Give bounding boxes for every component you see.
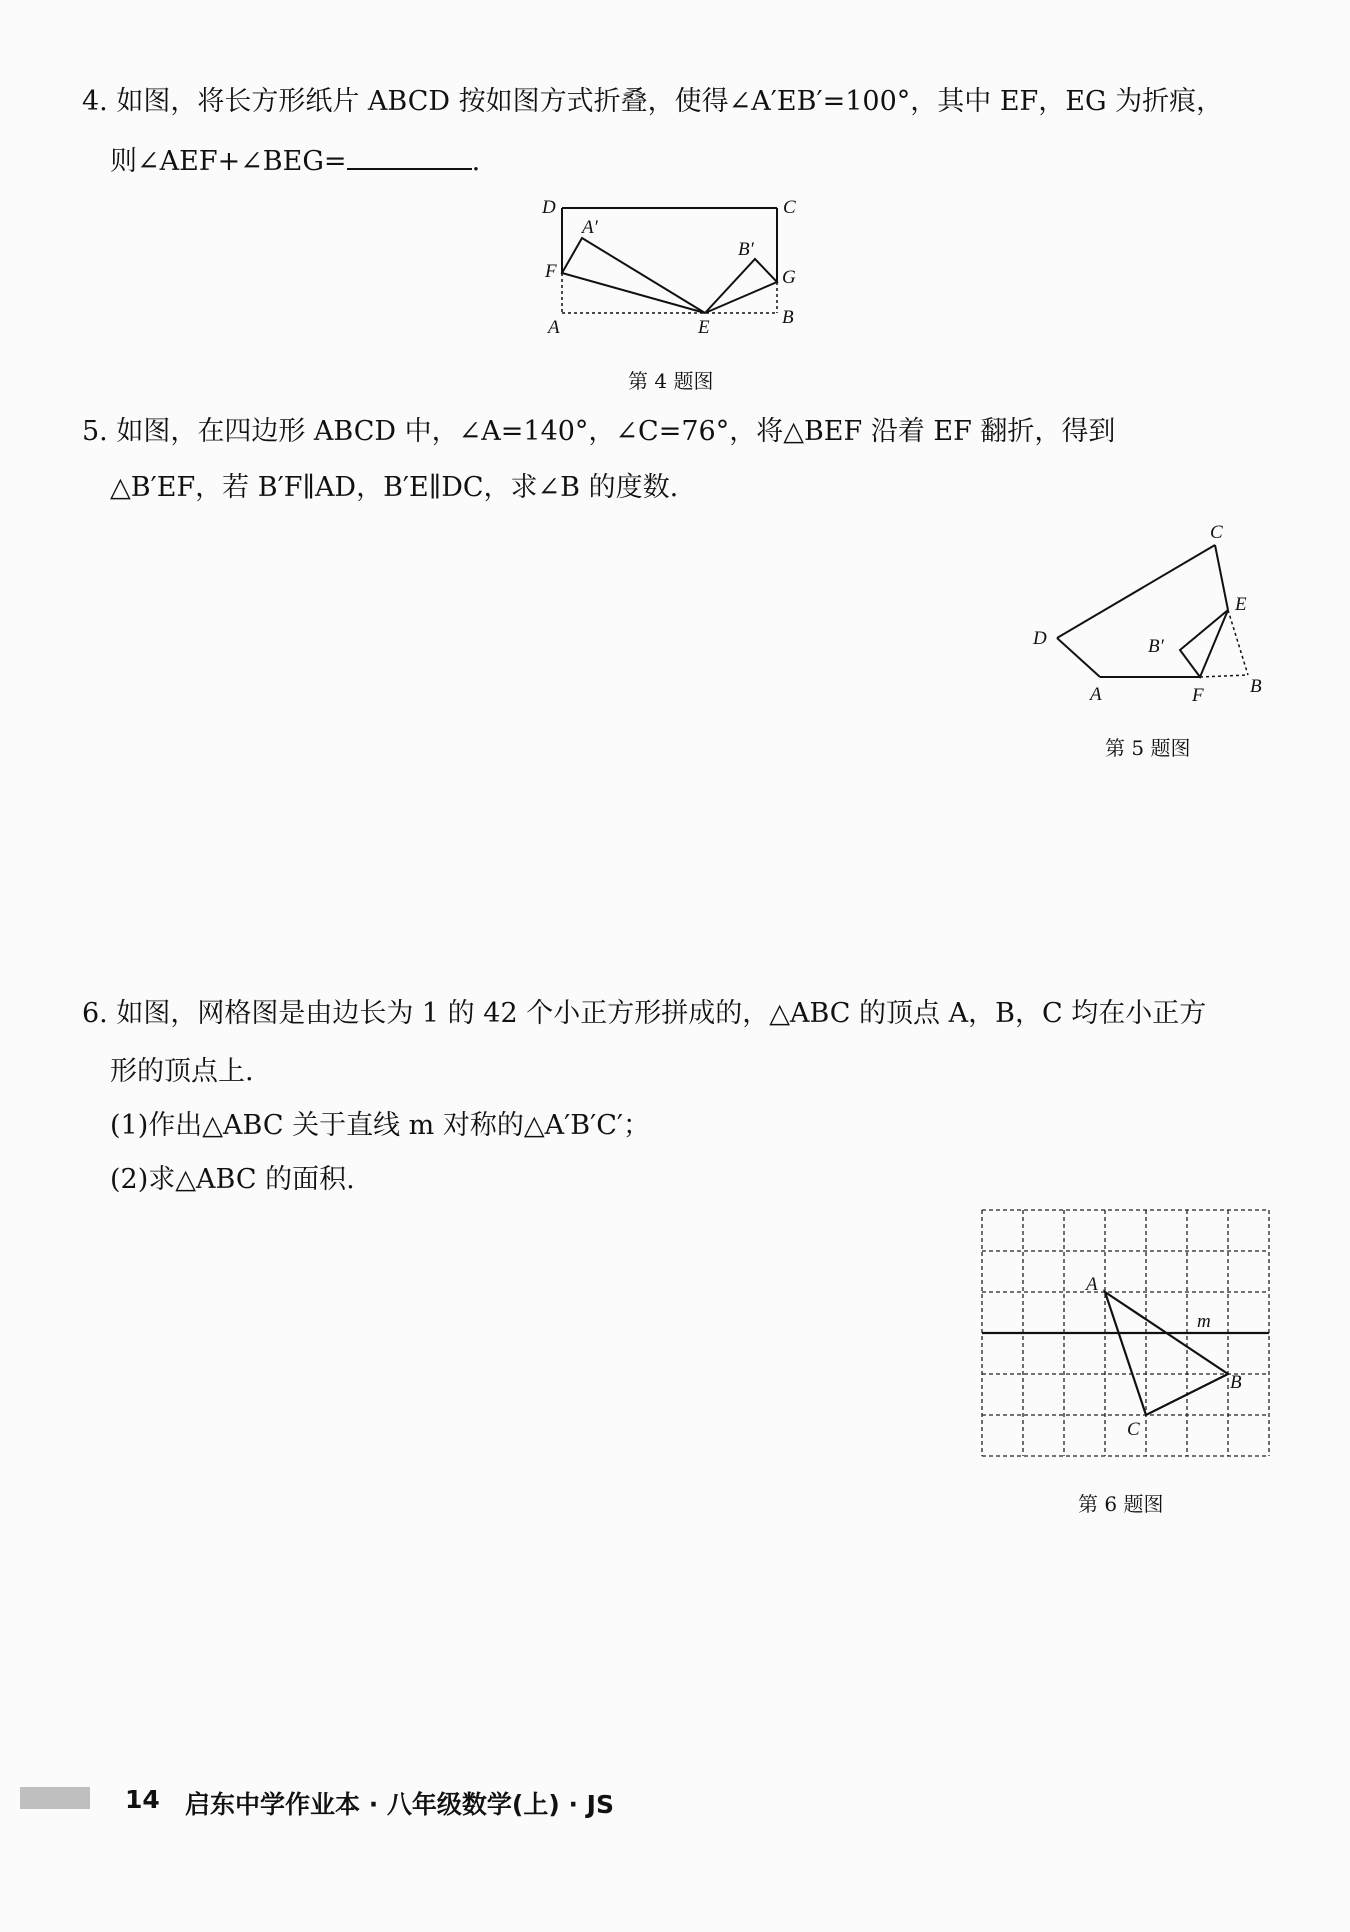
q4-label-A1: A′ xyxy=(582,217,598,238)
q5-label-D: D xyxy=(1033,628,1047,649)
q5-label-A: A xyxy=(1090,684,1102,705)
q6-line2: 形的顶点上. xyxy=(110,1056,254,1087)
q4-caption: 第 4 题图 xyxy=(628,369,714,393)
book-title: 启东中学作业本 · 八年级数学(上) · JS xyxy=(185,1790,614,1819)
q5-label-B: B xyxy=(1250,676,1262,697)
q4-line2-end: . xyxy=(471,146,481,177)
q5-figure xyxy=(1020,520,1290,720)
q4-label-F: F xyxy=(545,261,557,282)
q5-label-B1: B′ xyxy=(1148,636,1164,657)
q4-line2-text: 则∠AEF+∠BEG= xyxy=(110,146,347,177)
q5-label-C: C xyxy=(1210,522,1223,543)
page-number: 14 xyxy=(125,1785,160,1814)
q6-label-B: B xyxy=(1230,1372,1242,1393)
q4-label-B1: B′ xyxy=(738,239,754,260)
q6-grid-figure xyxy=(982,1210,1282,1470)
q6-label-m: m xyxy=(1197,1311,1211,1332)
q4-line1: 4. 如图，将长方形纸片 ABCD 按如图方式折叠，使得∠A′EB′=100°，其中 EF，EG 为折痕， xyxy=(82,86,1224,117)
q5-line2: △B′EF，若 B′F∥AD，B′E∥DC，求∠B 的度数. xyxy=(110,472,679,503)
q4-label-E: E xyxy=(698,317,710,338)
q6-label-C: C xyxy=(1127,1419,1140,1440)
q5-label-E: E xyxy=(1235,594,1247,615)
q4-label-B: B xyxy=(782,307,794,328)
q6-caption: 第 6 题图 xyxy=(1078,1492,1164,1516)
q4-answer-blank[interactable] xyxy=(347,146,472,170)
q5-caption: 第 5 题图 xyxy=(1105,736,1191,760)
footer-bar xyxy=(20,1787,90,1809)
q6-part1: (1)作出△ABC 关于直线 m 对称的△A′B′C′； xyxy=(110,1110,651,1141)
q4-label-G: G xyxy=(782,267,796,288)
q4-label-A: A xyxy=(548,317,560,338)
q5-line1: 5. 如图，在四边形 ABCD 中，∠A=140°，∠C=76°，将△BEF 沿着 EF 翻折，得到 xyxy=(82,416,1116,447)
q6-part2: (2)求△ABC 的面积. xyxy=(110,1164,355,1195)
q4-label-D: D xyxy=(542,197,556,218)
q4-line2 xyxy=(110,146,480,175)
q4-figure xyxy=(530,195,810,338)
q6-line1: 6. 如图，网格图是由边长为 1 的 42 个小正方形拼成的，△ABC 的顶点 A，B，C 均在小正方 xyxy=(82,998,1207,1029)
q4-label-C: C xyxy=(783,197,796,218)
q5-label-F: F xyxy=(1192,685,1204,706)
q6-label-A: A xyxy=(1086,1274,1098,1295)
